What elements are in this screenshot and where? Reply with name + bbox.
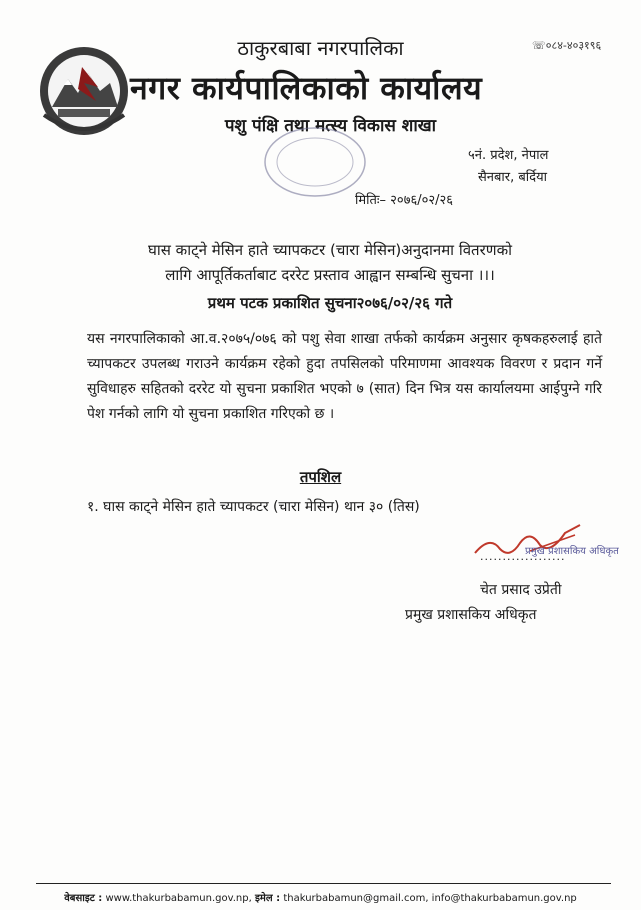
branch-name: पशु पंक्षि तथा मत्स्य विकास शाखा [224,116,437,136]
address-line-2: सैनबार, बर्दिया [478,170,547,185]
notice-date: मितिः– २०७६/०२/२६ [355,193,454,208]
footer [0,890,641,904]
publication-note: प्रथम पटक प्रकाशित सुचना२०७६/०२/२६ गते [207,294,453,312]
email-label: इमेल : [254,893,281,904]
website-label: वेबसाइट : [64,893,103,904]
signature-line: ................... [480,550,566,563]
municipality-name: ठाकुरबाबा नगरपालिका [237,36,404,60]
notice-subject [60,238,600,288]
subject-line-1: घास काट्ने मेसिन हाते च्यापकटर (चारा मेसिन)अनुदानमा वितरणको [148,241,512,259]
address-line-1: ५नं. प्रदेश, नेपाल [468,148,549,163]
email-links[interactable]: thakurbabamun@gmail.com, info@thakurbabamun.gov.np [283,893,577,904]
website-link[interactable]: www.thakurbabamun.gov.np, [105,893,252,904]
notice-body: यस नगरपालिकाको आ.व.२०७५/०७६ को पशु सेवा शाखा तर्फको कार्यक्रम अनुसार कृषकहरुलाई हाते च्यापकटर उपलब्ध गराउने कार्यक्रम रहेको हुदा तपसिलको परिमाणमा आवश्यक विवरण र प्रदान गर्ने सुविधाहरु सहितको दररेट यो सुचना प्रकाशित भएको ७ (सात) दिन भित्र यस कार्यालयमा आईपुग्ने गरि पेश गर्नको लागि यो सुचना प्रकाशित गरिएको छ । [87,331,602,422]
signature-stamp-text: प्रमुख प्रशासकिय अधिकृत [525,546,619,557]
schedule-item: १. घास काट्ने मेसिन हाते च्यापकटर (चारा मेसिन) थान ३० (तिस) [87,499,420,515]
signer-name: चेत प्रसाद उप्रेती [480,582,562,598]
footer-divider [36,883,611,884]
office-title: नगर कार्यपालिकाको कार्यालय [130,69,483,107]
phone-number: ☏०८४-४०३१९६ [532,39,602,52]
subject-line-2: लागि आपूर्तिकर्ताबाट दररेट प्रस्ताव आह्वान सम्बन्धि सुचना ।।। [165,266,495,284]
signer-title: प्रमुख प्रशासकिय अधिकृत [405,607,537,623]
schedule-heading: तपशिल [299,468,342,486]
